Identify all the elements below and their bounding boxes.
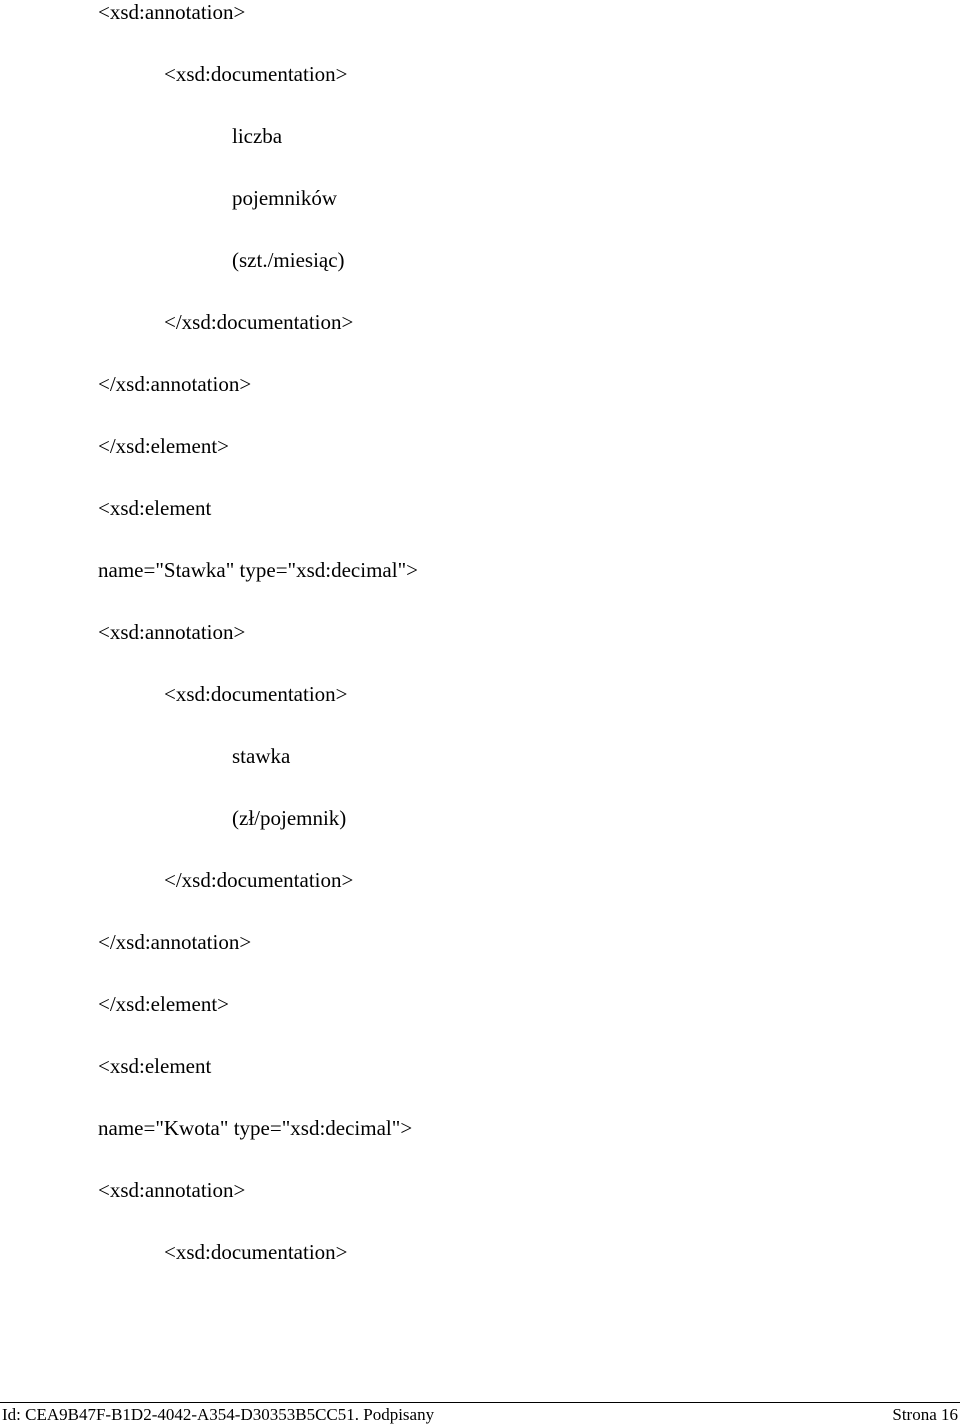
code-line: <xsd:documentation> <box>164 1240 348 1264</box>
code-line: </xsd:documentation> <box>164 868 354 892</box>
page-footer <box>0 1402 960 1425</box>
code-line: <xsd:annotation> <box>98 620 246 644</box>
code-line: name="Kwota" type="xsd:decimal"> <box>98 1116 413 1140</box>
code-line: <xsd:element <box>98 1054 212 1078</box>
code-line: </xsd:documentation> <box>164 310 354 334</box>
code-line: name="Stawka" type="xsd:decimal"> <box>98 558 418 582</box>
code-line: </xsd:annotation> <box>98 372 252 396</box>
code-line: (szt./miesiąc) <box>232 248 345 272</box>
code-line: </xsd:element> <box>98 434 229 458</box>
code-line: <xsd:annotation> <box>98 0 246 24</box>
code-line: <xsd:element <box>98 496 212 520</box>
code-line: pojemników <box>232 186 337 210</box>
code-line: <xsd:documentation> <box>164 62 348 86</box>
code-line: </xsd:element> <box>98 992 229 1016</box>
document-id-text: Id: CEA9B47F-B1D2-4042-A354-D30353B5CC51. Podpisany <box>2 1405 435 1424</box>
code-line: (zł/pojemnik) <box>232 806 347 830</box>
code-line: </xsd:annotation> <box>98 930 252 954</box>
page-number: Strona 16 <box>892 1405 958 1424</box>
code-line: <xsd:documentation> <box>164 682 348 706</box>
code-line: stawka <box>232 744 291 768</box>
code-line: <xsd:annotation> <box>98 1178 246 1202</box>
code-line: liczba <box>232 124 283 148</box>
